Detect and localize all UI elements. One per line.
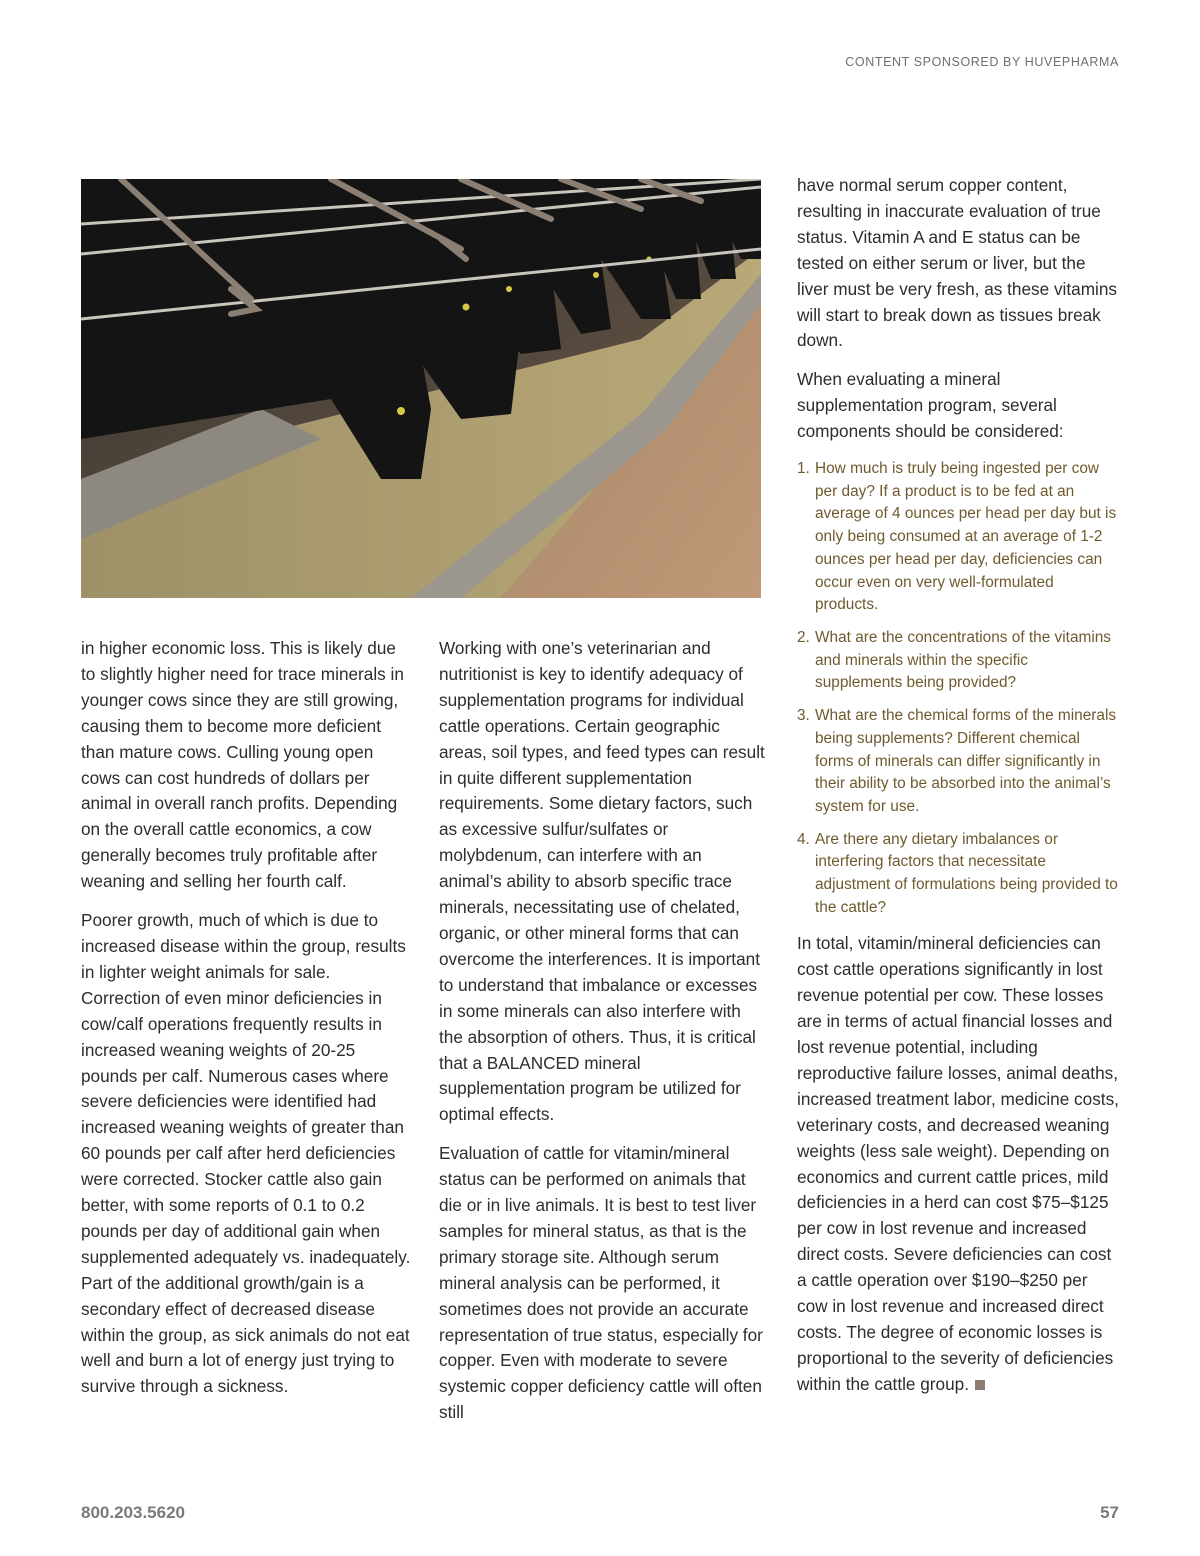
paragraph: have normal serum copper content, resulting in inaccurate evaluation of true status. Vitamin A and E status can be tested on either serum or liver, but the liver must be very fresh, as these vitamins will start to break down as tissues break down. [797,175,1117,351]
list-item-text: Are there any dietary imbalances or interfering factors that necessitate adjustment of formulations being provided to the cattle? [815,830,1118,916]
list-item [797,458,1119,617]
column-3 [797,173,1119,1411]
list-item-text: What are the chemical forms of the minerals being supplements? Different chemical forms of minerals can differ significantly in their ability to be absorbed into the animal’s system for use. [815,707,1117,815]
column-1 [81,636,411,1413]
footer-phone-number: 800.203.5620 [81,1503,185,1522]
column-2 [439,636,769,1439]
closing-paragraph [797,931,1119,1397]
evaluation-questions-list [797,458,1119,919]
list-number: 1. [797,460,810,478]
paragraph: Evaluation of cattle for vitamin/mineral status can be performed on animals that die or in live animals. It is best to test liver samples for mineral status, as that is the primary storage site. Although serum mineral analysis can be performed, it sometimes does not provide an accurate representation of true status, especially for copper. Even with moderate to severe systemic copper deficiency cattle will often still [439,1143,763,1423]
end-of-article-mark [975,1380,985,1390]
list-item [797,705,1119,819]
list-item-text: What are the concentrations of the vitamins and minerals within the specific supplements being provided? [815,628,1111,692]
list-number: 2. [797,628,810,646]
paragraph: Poorer growth, much of which is due to increased disease within the group, results in lighter weight animals for sale. Correction of even minor deficiencies in cow/calf operations frequently results in increased weaning weights of 20-25 pounds per calf. Numerous cases where severe deficiencies were identified had increased weaning weights of greater than 60 pounds per calf after herd deficiencies were corrected. Stocker cattle also gain better, with some reports of 0.1 to 0.2 pounds per day of additional gain when supplemented adequately vs. inadequately. Part of the additional growth/gain is a secondary effect of decreased disease within the group, as sick animals do not eat well and burn a lot of energy just trying to survive through a sickness. [81,910,411,1397]
paragraph: When evaluating a mineral supplementation program, several components should be considered: [797,369,1064,442]
list-number: 4. [797,830,810,848]
list-item-text: How much is truly being ingested per cow per day? If a product is to be fed at an average of 4 ounces per head per day but is only being consumed at an average of 1-2 ounces per head per day, deficiencies can occur even on very well-formulated products. [815,460,1117,614]
list-item [797,829,1119,920]
sponsor-line: CONTENT SPONSORED BY HUVEPHARMA [845,55,1119,69]
closing-text: In total, vitamin/mineral deficiencies can cost cattle operations significantly in lost revenue potential per cow. These losses are in terms of actual financial losses and lost revenue potential, including reproductive failure losses, animal deaths, increased treatment labor, medicine costs, veterinary costs, and decreased weaning weights (less sale weight). Depending on economics and current cattle prices, mild deficiencies in a herd can cost $75–$125 per cow in lost revenue and increased direct costs. Severe deficiencies can cost a cattle operation over $190–$250 per cow in lost revenue and increased direct costs. The degree of economic losses is proportional to the severity of deficiencies within the cattle group. [797,933,1119,1394]
page-number: 57 [1100,1503,1119,1522]
list-item [797,627,1119,695]
paragraph: Working with one’s veterinarian and nutritionist is key to identify adequacy of supplementation programs for individual cattle operations. Certain geographic areas, soil types, and feed types can result in quite different supplementation requirements. Some dietary factors, such as excessive sulfur/sulfates or molybdenum, can interfere with an animal’s ability to absorb specific trace minerals, necessitating use of chelated, organic, or other mineral forms that can overcome the interferences. It is important to understand that imbalance or excesses in some minerals can also interfere with the absorption of others. Thus, it is critical that a BALANCED mineral supplementation program be utilized for optimal effects. [439,638,765,1125]
cattle-feeding-photo [81,179,761,598]
paragraph: in higher economic loss. This is likely due to slightly higher need for trace minerals in younger cows since they are still growing, causing them to become more deficient than mature cows. Culling young open cows can cost hundreds of dollars per animal in overall ranch profits. Depending on the overall cattle economics, a cow generally becomes truly profitable after weaning and selling her fourth calf. [81,638,404,892]
list-number: 3. [797,707,810,725]
